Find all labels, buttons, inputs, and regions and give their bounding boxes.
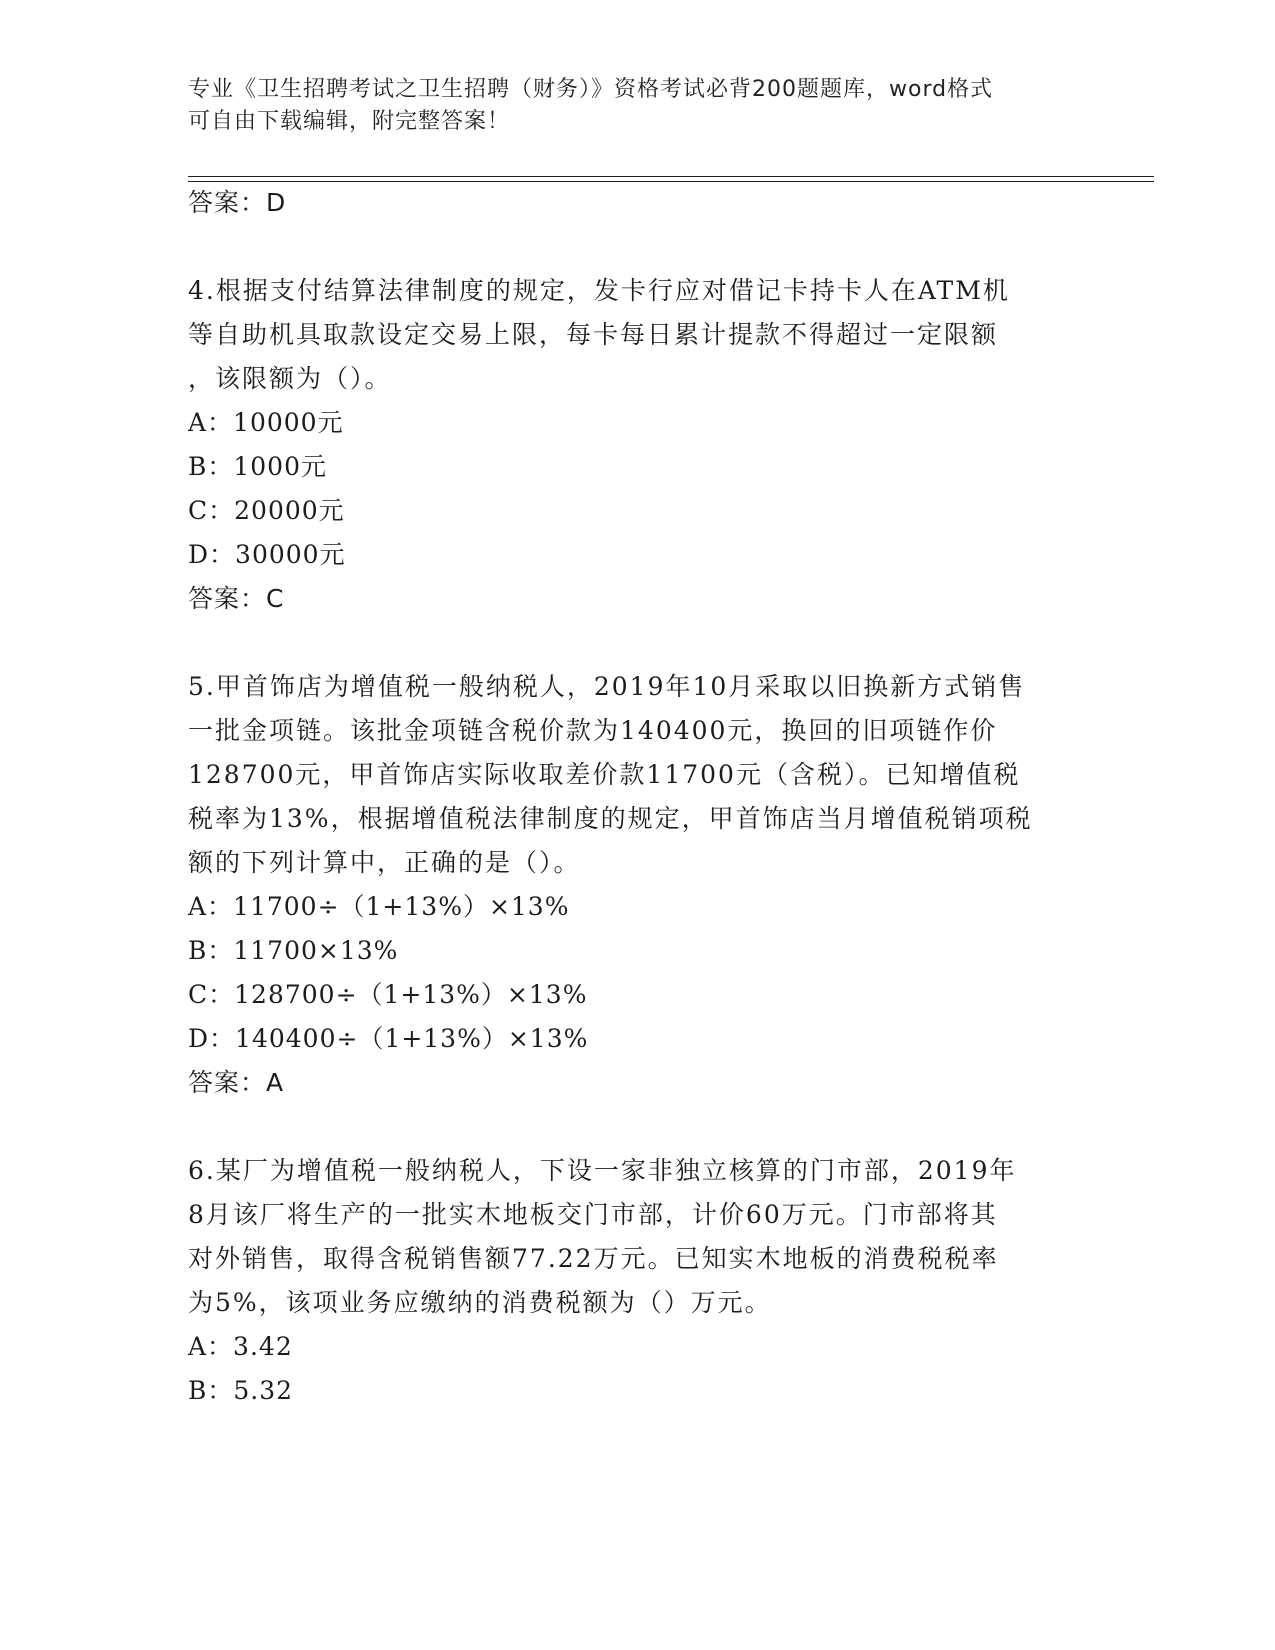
q5-option-d: D：140400÷（1+13%）×13%: [188, 1024, 589, 1053]
q4-option-a: A：10000元: [188, 408, 344, 437]
q6-text-line-1: 6.某厂为增值税一般纳税人，下设一家非独立核算的门市部，2019年: [188, 1156, 1017, 1185]
q5-text-line-5: 额的下列计算中，正确的是（）。: [188, 848, 581, 877]
q4-text-line-3: ，该限额为（）。: [188, 364, 392, 393]
q4-text-line-1: 4.根据支付结算法律制度的规定，发卡行应对借记卡持卡人在ATM机: [188, 276, 1010, 305]
q5-option-a: A：11700÷（1+13%）×13%: [188, 892, 570, 921]
header-divider-top: [188, 176, 1154, 177]
q5-text-line-1: 5.甲首饰店为增值税一般纳税人，2019年10月采取以旧换新方式销售: [188, 672, 1026, 701]
q4-option-b: B：1000元: [188, 452, 327, 481]
q6-text-line-3: 对外销售，取得含税销售额77.22万元。已知实木地板的消费税税率: [188, 1244, 999, 1273]
q4-text-line-2: 等自助机具取款设定交易上限，每卡每日累计提款不得超过一定限额: [188, 320, 999, 349]
q6-text-line-4: 为5%，该项业务应缴纳的消费税额为（）万元。: [188, 1288, 772, 1317]
q5-text-line-3: 128700元，甲首饰店实际收取差价款11700元（含税）。已知增值税: [188, 760, 1021, 789]
answer-prev: 答案：D: [188, 188, 287, 217]
q5-option-c: C：128700÷（1+13%）×13%: [188, 980, 588, 1009]
q5-text-line-2: 一批金项链。该批金项链含税价款为140400元，换回的旧项链作价: [188, 716, 998, 745]
q5-option-b: B：11700×13%: [188, 936, 399, 965]
header-divider-bottom: [188, 181, 1154, 182]
q6-option-b: B：5.32: [188, 1376, 294, 1405]
header-title-line-1: 专业《卫生招聘考试之卫生招聘（财务）》资格考试必背200题题库，word格式: [188, 77, 994, 102]
q4-option-d: D：30000元: [188, 540, 346, 569]
q4-answer: 答案：C: [188, 584, 285, 613]
header-title-line-2: 可自由下载编辑，附完整答案！: [188, 109, 511, 134]
q4-option-c: C：20000元: [188, 496, 345, 525]
q5-answer: 答案：A: [188, 1068, 285, 1097]
q6-text-line-2: 8月该厂将生产的一批实木地板交门市部，计价60万元。门市部将其: [188, 1200, 998, 1229]
document-header: [188, 74, 1088, 138]
q5-text-line-4: 税率为13%，根据增值税法律制度的规定，甲首饰店当月增值税销项税: [188, 804, 1033, 833]
q6-option-a: A：3.42: [188, 1332, 293, 1361]
